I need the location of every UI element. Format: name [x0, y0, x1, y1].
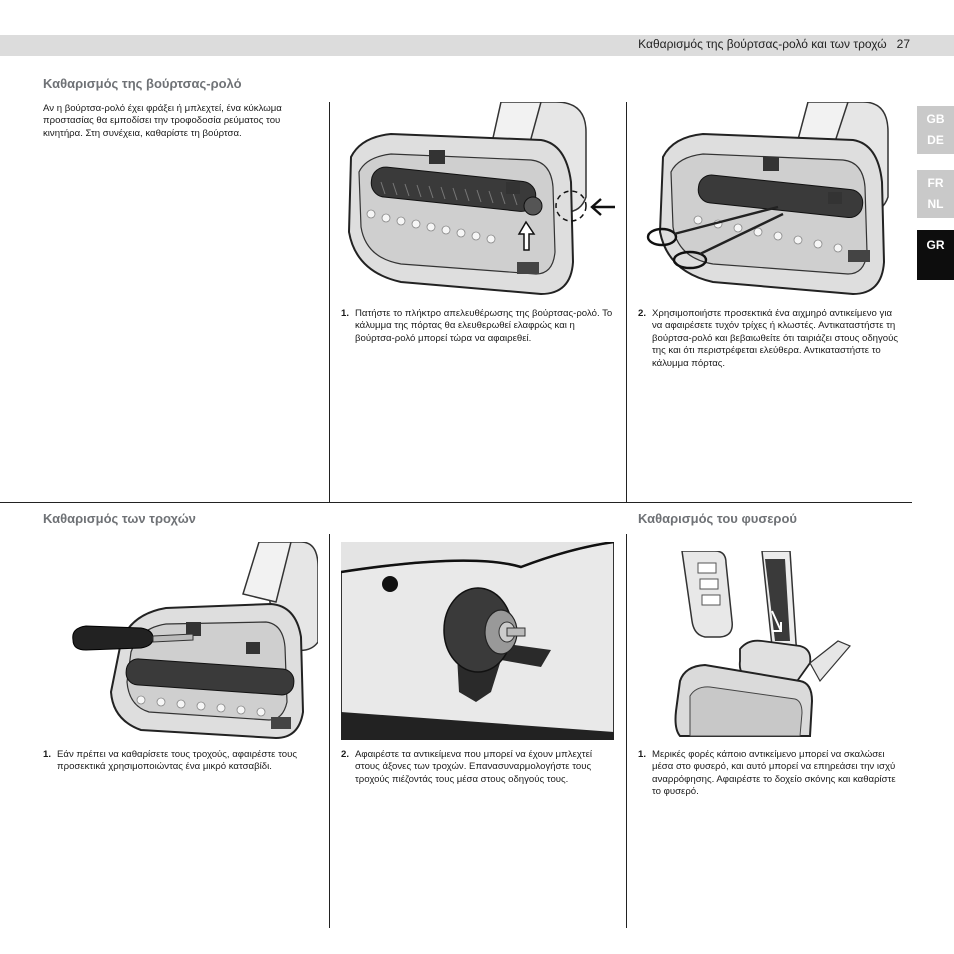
wheels-step-1 [43, 749, 319, 774]
lang-code-nl: NL [927, 197, 944, 211]
brushroll-step-2 [638, 308, 900, 370]
lang-code-de: DE [927, 133, 944, 147]
step-number: 1. [341, 308, 350, 319]
section-divider [0, 502, 912, 503]
arrow-left-icon [589, 197, 617, 217]
page-header [638, 37, 910, 51]
column-divider-bottom-right [626, 534, 627, 928]
step-text: Μερικές φορές κάποιο αντικείμενο μπορεί να σκαλώσει μέσα στο φυσερό, και αυτό μπορεί να επηρεάσει την ισχύ αναρρόφησης. Αφαιρέστε το δοχείο σκόνης και καθαρίστε το φυσερό. [652, 749, 896, 798]
wheels-section-title: Καθαρισμός των τροχών [43, 511, 196, 526]
step-text: Πατήστε το πλήκτρο απελευθέρωσης της βούρτσας-ρολό. Το κάλυμμα της πόρτας θα ελευθερωθεί ελαφρώς και η βούρτσα-ρολό μπορεί τώρα να αφαιρεθεί. [355, 308, 613, 344]
step-number: 1. [638, 749, 647, 760]
page-number: 27 [896, 37, 910, 51]
wheel-axle-illustration [341, 542, 614, 740]
step-text: Εάν πρέπει να καθαρίσετε τους τροχούς, αφαιρέστε τους προσεκτικά χρησιμοποιώντας ένα μικρό κατσαβίδι. [57, 749, 297, 773]
wheels-step-2 [341, 749, 617, 786]
column-divider-top-right [626, 102, 627, 502]
step-number: 2. [638, 308, 647, 319]
nozzle-section-title: Καθαρισμός του φυσερού [638, 511, 797, 526]
lang-tab-gb-de[interactable] [917, 106, 954, 154]
step-text: Αφαιρέστε τα αντικείμενα που μπορεί να έχουν μπλεχτεί στους άξονες των τροχών. Επανασυναρμολογήστε τους τροχούς πιέζοντάς τους μέσα στους οδηγούς τους. [355, 749, 593, 785]
lang-code-gr: GR [926, 238, 945, 252]
brushroll-release-illustration [341, 102, 588, 298]
scissors-cleaning-illustration [638, 102, 890, 298]
brushroll-step-1 [341, 308, 617, 345]
nozzle-cleaning-illustration [660, 551, 891, 740]
lang-tab-gr[interactable] [917, 230, 954, 280]
lang-code-gb: GB [926, 112, 945, 126]
step-number: 2. [341, 749, 350, 760]
step-number: 1. [43, 749, 52, 760]
step-text: Χρησιμοποιήστε προσεκτικά ένα αιχμηρό αντικείμενο για να αφαιρέσετε τυχόν τρίχες ή κλωστές. Αντικαταστήστε τη βούρτσα-ρολό και βεβαιωθείτε ότι ταιριάζει στους οδηγούς της και ότι περιστρέφεται ελεύθερα. Αντικαταστήστε το κάλυμμα πόρτας. [652, 308, 898, 369]
brushroll-section-title: Καθαρισμός της βούρτσας-ρολό [43, 76, 242, 91]
brushroll-intro: Αν η βούρτσα-ρολό έχει φράξει ή μπλεχτεί, ένα κύκλωμα προστασίας θα εμποδίσει την τροφοδοσία ρεύματος του κινητήρα. Στη συνέχεια, καθαρίστε τη βούρτσα. [43, 103, 282, 139]
header-title: Καθαρισμός της βούρτσας-ρολό και των τροχώ [638, 37, 887, 51]
lang-code-fr: FR [927, 176, 944, 190]
screwdriver-illustration [71, 542, 318, 740]
column-divider-bottom-left [329, 534, 330, 928]
lang-tab-fr-nl[interactable] [917, 170, 954, 218]
column-divider-top-left [329, 102, 330, 502]
nozzle-step-1 [638, 749, 900, 799]
